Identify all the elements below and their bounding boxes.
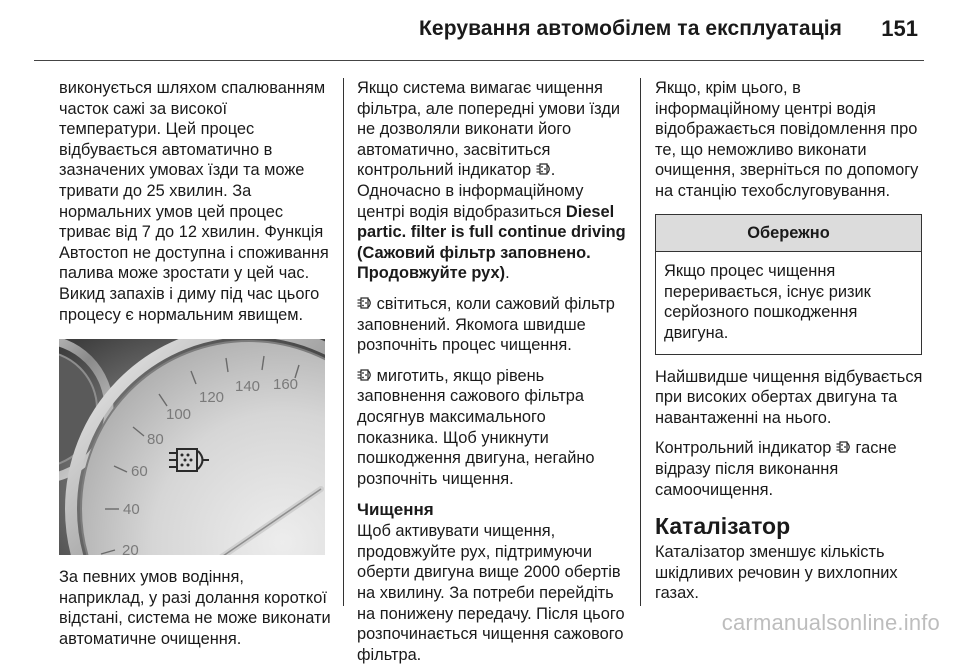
page-header-title: Керування автомобілем та експлуатація xyxy=(419,17,842,40)
gauge-illustration xyxy=(59,339,325,555)
column-divider xyxy=(640,78,641,606)
gauge-label: 120 xyxy=(199,389,225,407)
column-right xyxy=(655,78,927,604)
gauge-label: 100 xyxy=(166,406,192,424)
diesel-particulate-filter-icon xyxy=(836,440,851,454)
gauge-label: 80 xyxy=(147,431,164,449)
paragraph: Каталізатор зменшує кількість шкідливих речовин у вихлопних газах. xyxy=(655,543,898,603)
gauge-label: 160 xyxy=(273,376,299,394)
page-header xyxy=(0,0,960,52)
page-number: 151 xyxy=(881,16,918,41)
paragraph: Щоб активувати чищення, продовжуйте рух, підтримуючи оберти двигуна вище 2000 обертів на хвилину. За потреби перейдіть на понижену передачу. Після цього розпочинається чищення сажового фільтра. xyxy=(357,522,625,664)
paragraph: світиться, коли сажовий фільтр заповнений. Якомога швидше розпочніть процес чищення. xyxy=(357,294,615,355)
diesel-particulate-filter-icon xyxy=(357,368,372,382)
warning-text: Якщо процес чищення переривається, існує ризик серйозного пошкодження двигуна. xyxy=(664,262,871,342)
column-left xyxy=(59,78,331,650)
watermark: carmanualsonline.info xyxy=(721,610,940,635)
gauge-label: 20 xyxy=(122,542,139,556)
paragraph: миготить, якщо рівень заповнення сажового фільтра досягнув максимального показника. Щоб уникнути пошкодження двигуна, негайно розпочніть чищення. xyxy=(357,366,595,488)
paragraph: Найшвидше чищення відбувається при високих обертах двигуна та навантаженні на нього. xyxy=(655,367,923,427)
gauge-label: 140 xyxy=(235,378,261,396)
paragraph: Якщо система вимагає чищення фільтра, але попередні умови їзди не дозволяли виконати його автоматично, засвітиться контрольний індикатор . Одночасно в інформаційному центрі водія відобразиться Diesel partic. filter is full continue driving (Сажовий фільтр заповнено. Продовжуйте рух). xyxy=(357,79,626,283)
warning-title: Обережно xyxy=(656,215,921,253)
paragraph: виконується шляхом спалюванням часток сажі за високої температури. Цей процес відбувається автоматично в зазначених умовах їзди та може тривати до 25 хвилин. За нормальних умов цей процес триває від 7 до 12 хвилин. Функція Автостоп не доступна і споживання палива може зростати у цей час. Викид запахів і диму під час цього процесу є нормальним явищем. xyxy=(59,79,329,324)
instrument-cluster-figure xyxy=(59,339,325,555)
section-heading: Чищення xyxy=(357,500,434,520)
section-heading: Каталізатор xyxy=(655,513,791,540)
paragraph: За певних умов водіння, наприклад, у разі долання короткої відстані, система не може виконати автоматичне очищення. xyxy=(59,568,331,648)
warning-box xyxy=(655,214,922,355)
diesel-particulate-filter-icon xyxy=(536,162,551,176)
paragraph: Якщо, крім цього, в інформаційному центрі водія відображається повідомлення про те, що неможливо виконати очищення, зверніться по допомогу на станцію техобслуговування. xyxy=(655,79,919,200)
display-message: Diesel partic. filter is full continue driving (Сажовий фільтр заповнено. Продовжуйте рух) xyxy=(357,202,626,283)
gauge-label: 60 xyxy=(131,463,148,481)
column-middle xyxy=(357,78,629,665)
paragraph: Контрольний індикатор гасне відразу після виконання самоочищення. xyxy=(655,439,897,499)
gauge-label: 40 xyxy=(123,501,140,519)
header-rule xyxy=(34,60,924,61)
diesel-particulate-filter-icon xyxy=(357,296,372,310)
column-divider xyxy=(343,78,344,606)
